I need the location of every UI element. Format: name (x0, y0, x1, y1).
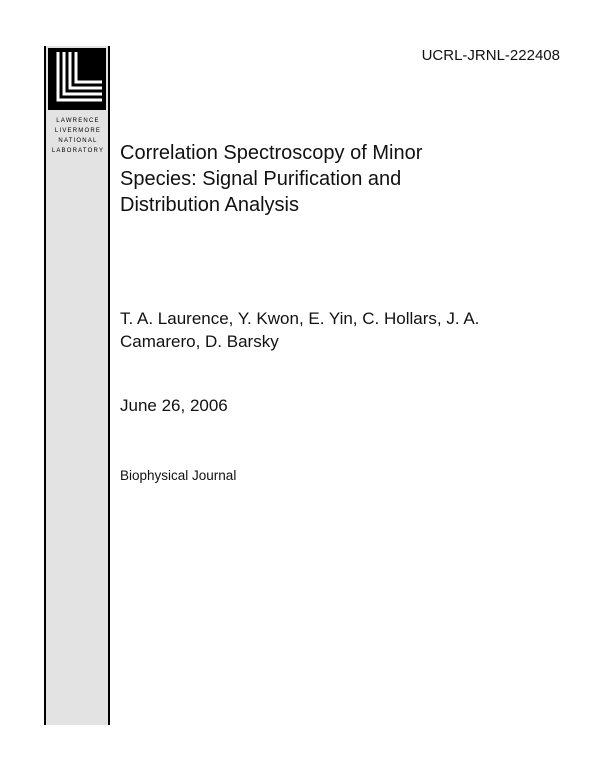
lab-name-line: LIVERMORE (54, 128, 102, 134)
lab-name-line: LAWRENCE (56, 118, 100, 124)
journal-name: Biophysical Journal (120, 468, 237, 483)
author-list (120, 307, 560, 353)
lab-name-line: NATIONAL (58, 138, 98, 144)
title-line: Correlation Spectroscopy of Minor (120, 142, 423, 164)
lab-name-line: LABORATORY (51, 148, 105, 154)
publication-date: June 26, 2006 (120, 396, 228, 415)
title-line: Distribution Analysis (120, 194, 299, 216)
laboratory-name (47, 116, 109, 156)
author-line: Camarero, D. Barsky (120, 332, 279, 351)
llnl-logo-icon (48, 48, 106, 110)
report-number: UCRL-JRNL-222408 (421, 47, 560, 64)
title-line: Species: Signal Purification and (120, 168, 402, 190)
document-title (120, 140, 520, 218)
author-line: T. A. Laurence, Y. Kwon, E. Yin, C. Hollars, J. A. (120, 309, 480, 328)
